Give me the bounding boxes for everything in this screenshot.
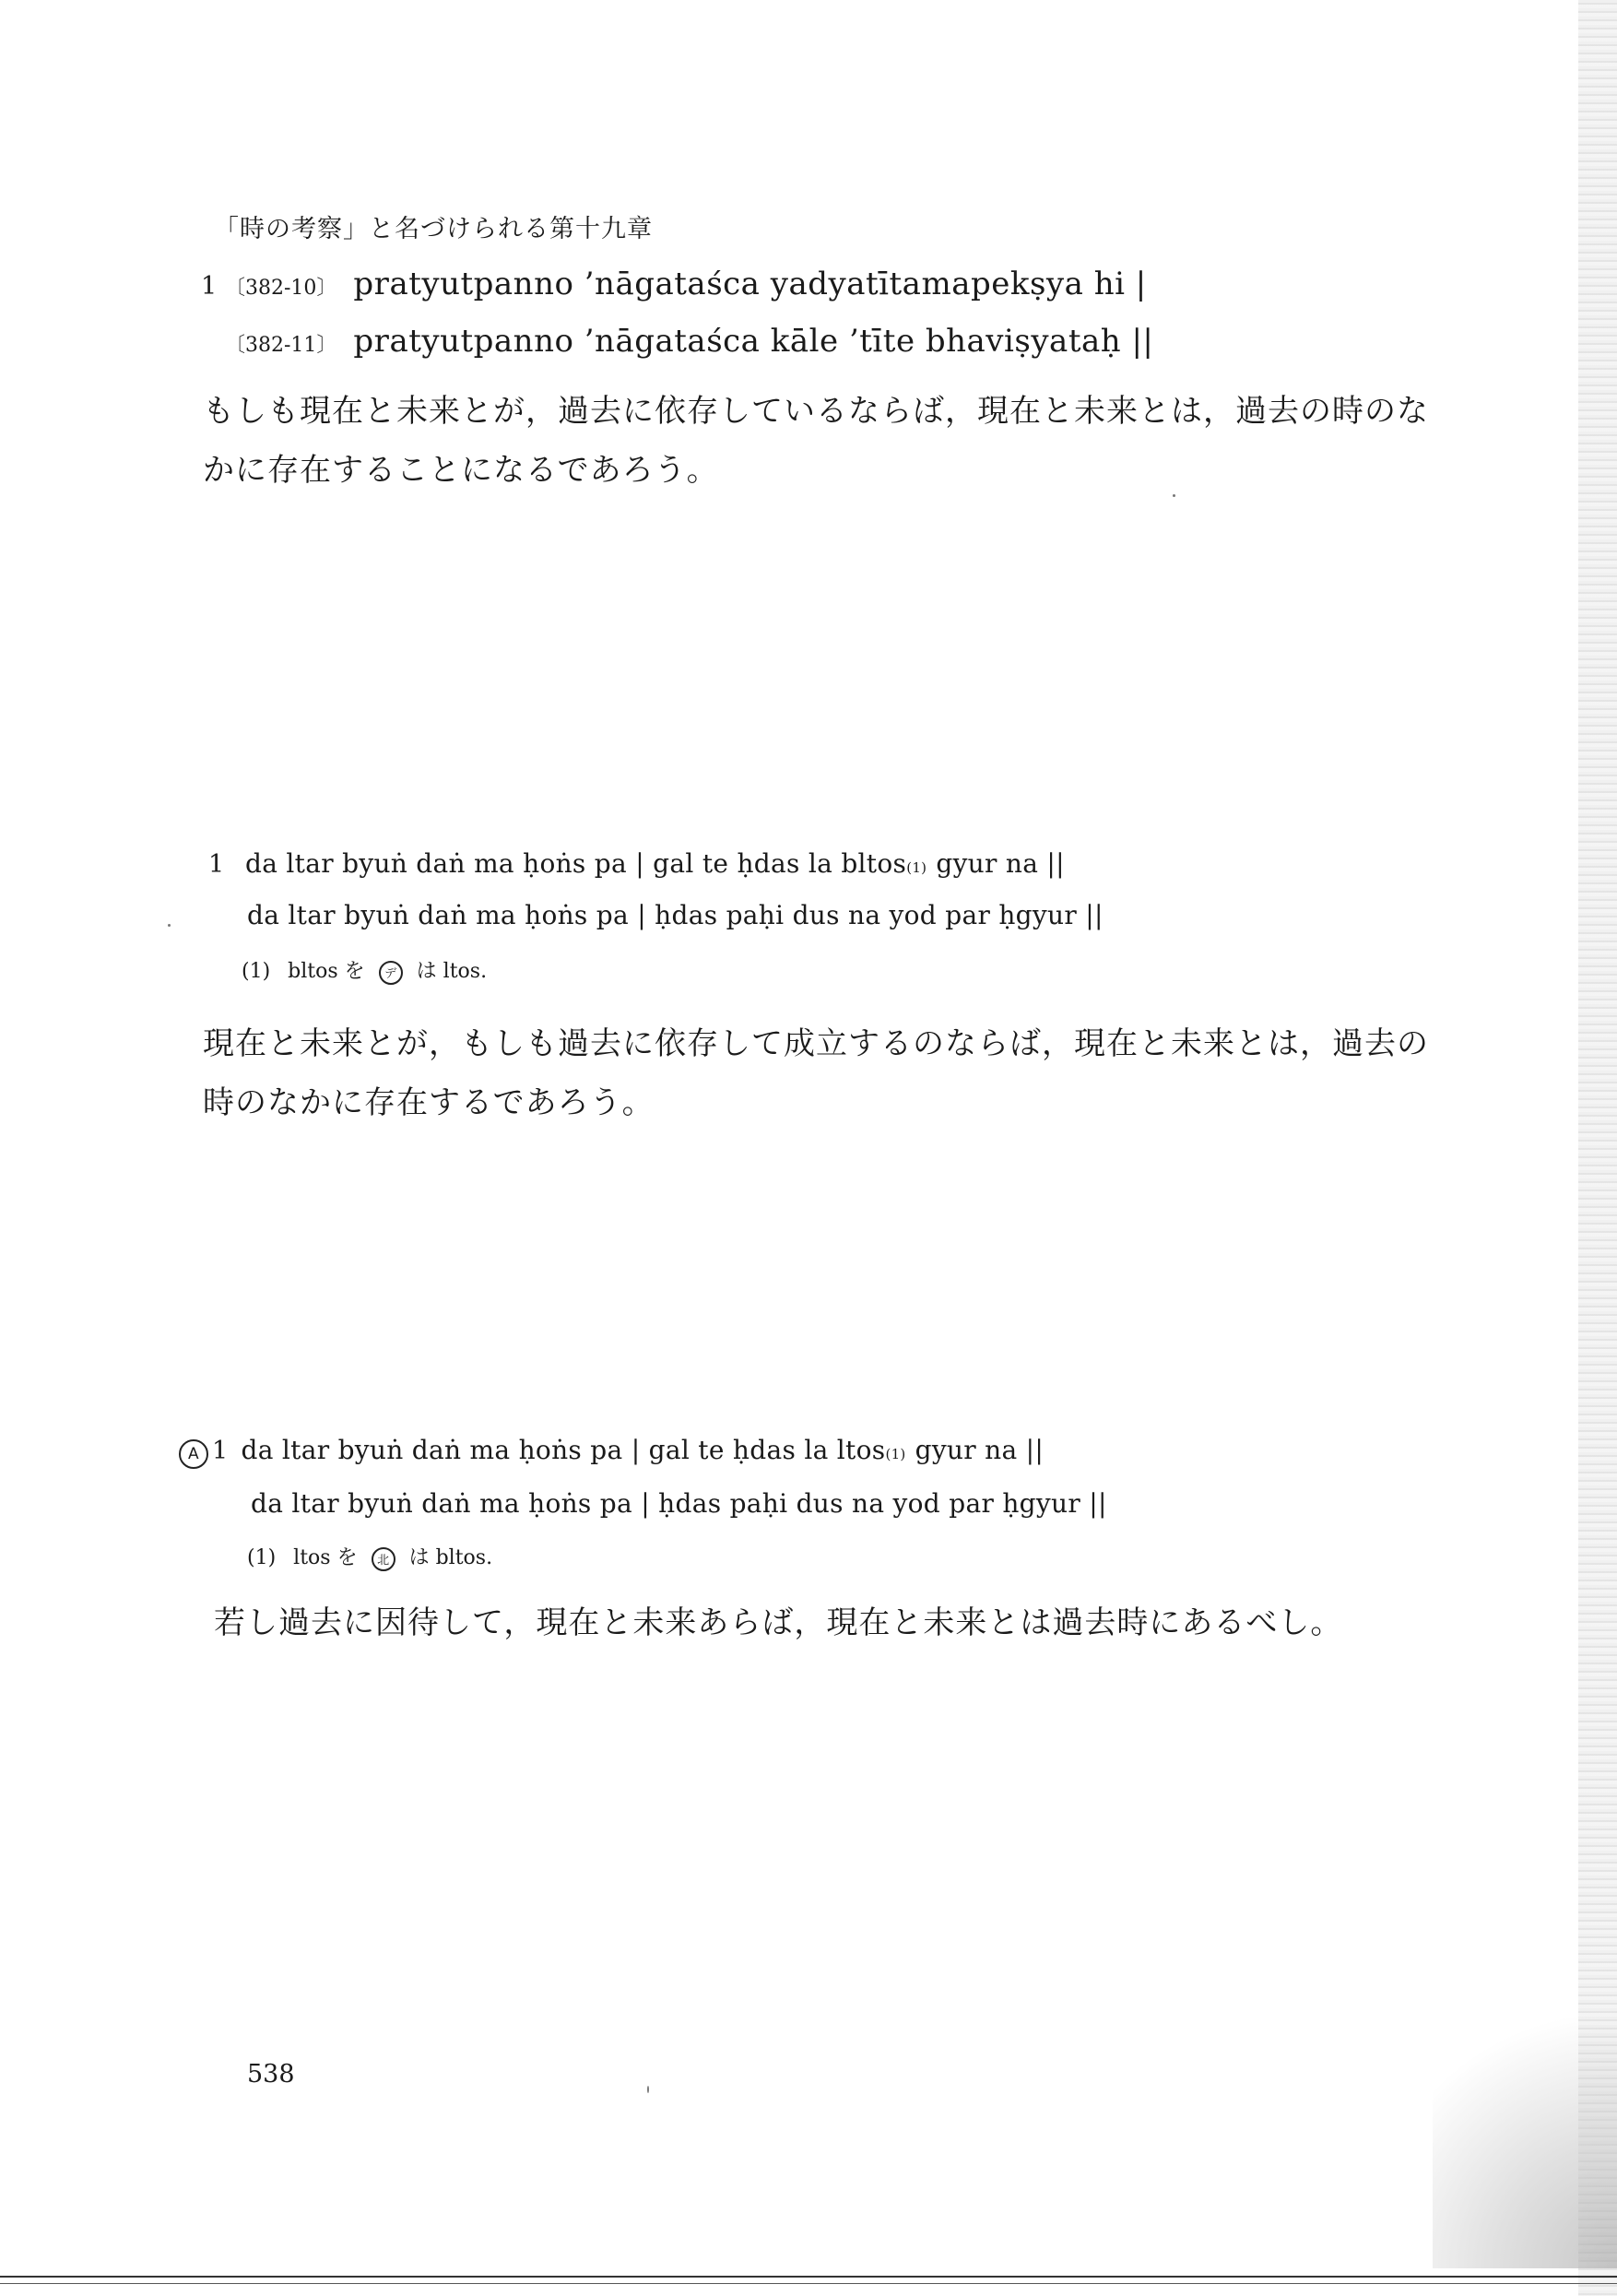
tibetan-translation: 現在と未来とが，もしも過去に依存して成立するのならば，現在と未来とは，過去の時のなかに存在するであろう。 (203, 1025, 1429, 1121)
verse-number: 1 (201, 272, 218, 301)
sanskrit-text: pratyutpanno ’nāgataśca kāle ’tīte bhaviṣyataḥ || (353, 323, 1154, 360)
footnote-text: ltos を (293, 1546, 358, 1569)
bottom-rule-thin (0, 2283, 1617, 2284)
footnote (242, 955, 487, 985)
tibetan-text-end: gyur na || (936, 848, 1065, 879)
footnote-mark: (1) (242, 960, 271, 983)
circled-letter-marker: A (179, 1439, 208, 1469)
tibetan-verse-a-line-2 (251, 1488, 1107, 1519)
scan-shadow-corner (1433, 1964, 1617, 2268)
verse-reference: 〔382-11〕 (225, 334, 337, 357)
tibetan-text-end: gyur na || (915, 1435, 1045, 1465)
circled-edition-mark: 北 (372, 1547, 395, 1571)
tibetan-text: da ltar byuṅ daṅ ma ḥoṅs pa | gal te ḥdas la ltos (241, 1435, 886, 1465)
sanskrit-translation: もしも現在と未来とが，過去に依存しているならば，現在と未来とは，過去の時のなかに存在することになるであろう。 (203, 393, 1429, 489)
footnote-text: bltos を (288, 960, 365, 983)
sanskrit-text: pratyutpanno ’nāgataśca yadyatītamapekṣya hi | (353, 266, 1147, 302)
verse-reference: 〔382-10〕 (225, 277, 337, 300)
tibetan-verse-a-line-1 (179, 1435, 1044, 1469)
footnote-text: は bltos. (408, 1546, 493, 1569)
sanskrit-verse-line-1 (201, 266, 1147, 302)
scan-shadow-edge (1578, 0, 1617, 2296)
chapter-title: 「時の考察」と名づけられる第十九章 (214, 215, 653, 243)
tibetan-verse-line-2 (247, 900, 1104, 930)
circled-edition-mark: デ (379, 961, 403, 985)
scan-speck (168, 924, 171, 927)
bottom-rule (0, 2276, 1617, 2278)
footnote-text: は ltos. (416, 960, 488, 983)
footnote-marker: (1) (885, 1446, 906, 1462)
verse-number: 1 (208, 850, 225, 879)
footnote-mark: (1) (247, 1546, 277, 1569)
footnote-marker: (1) (906, 859, 927, 876)
tibetan-text: da ltar byuṅ daṅ ma ḥoṅs pa | ḥdas paḥi dus na yod par ḥgyur || (247, 900, 1104, 930)
footnote (247, 1542, 492, 1571)
verse-number: 1 (212, 1437, 229, 1465)
tibetan-verse-line-1 (208, 848, 1065, 879)
verse-marker (179, 1437, 228, 1469)
tibetan-text: da ltar byuṅ daṅ ma ḥoṅs pa | ḥdas paḥi dus na yod par ḥgyur || (251, 1488, 1107, 1519)
page-number: 538 (247, 2060, 295, 2089)
classical-translation: 若し過去に因待して，現在と未来あらば，現在と未来とは過去時にあるべし。 (214, 1604, 1343, 1641)
scan-speck (647, 2086, 649, 2093)
sanskrit-verse-line-2 (225, 323, 1153, 360)
tibetan-text: da ltar byuṅ daṅ ma ḥoṅs pa | gal te ḥdas la bltos (245, 848, 907, 879)
